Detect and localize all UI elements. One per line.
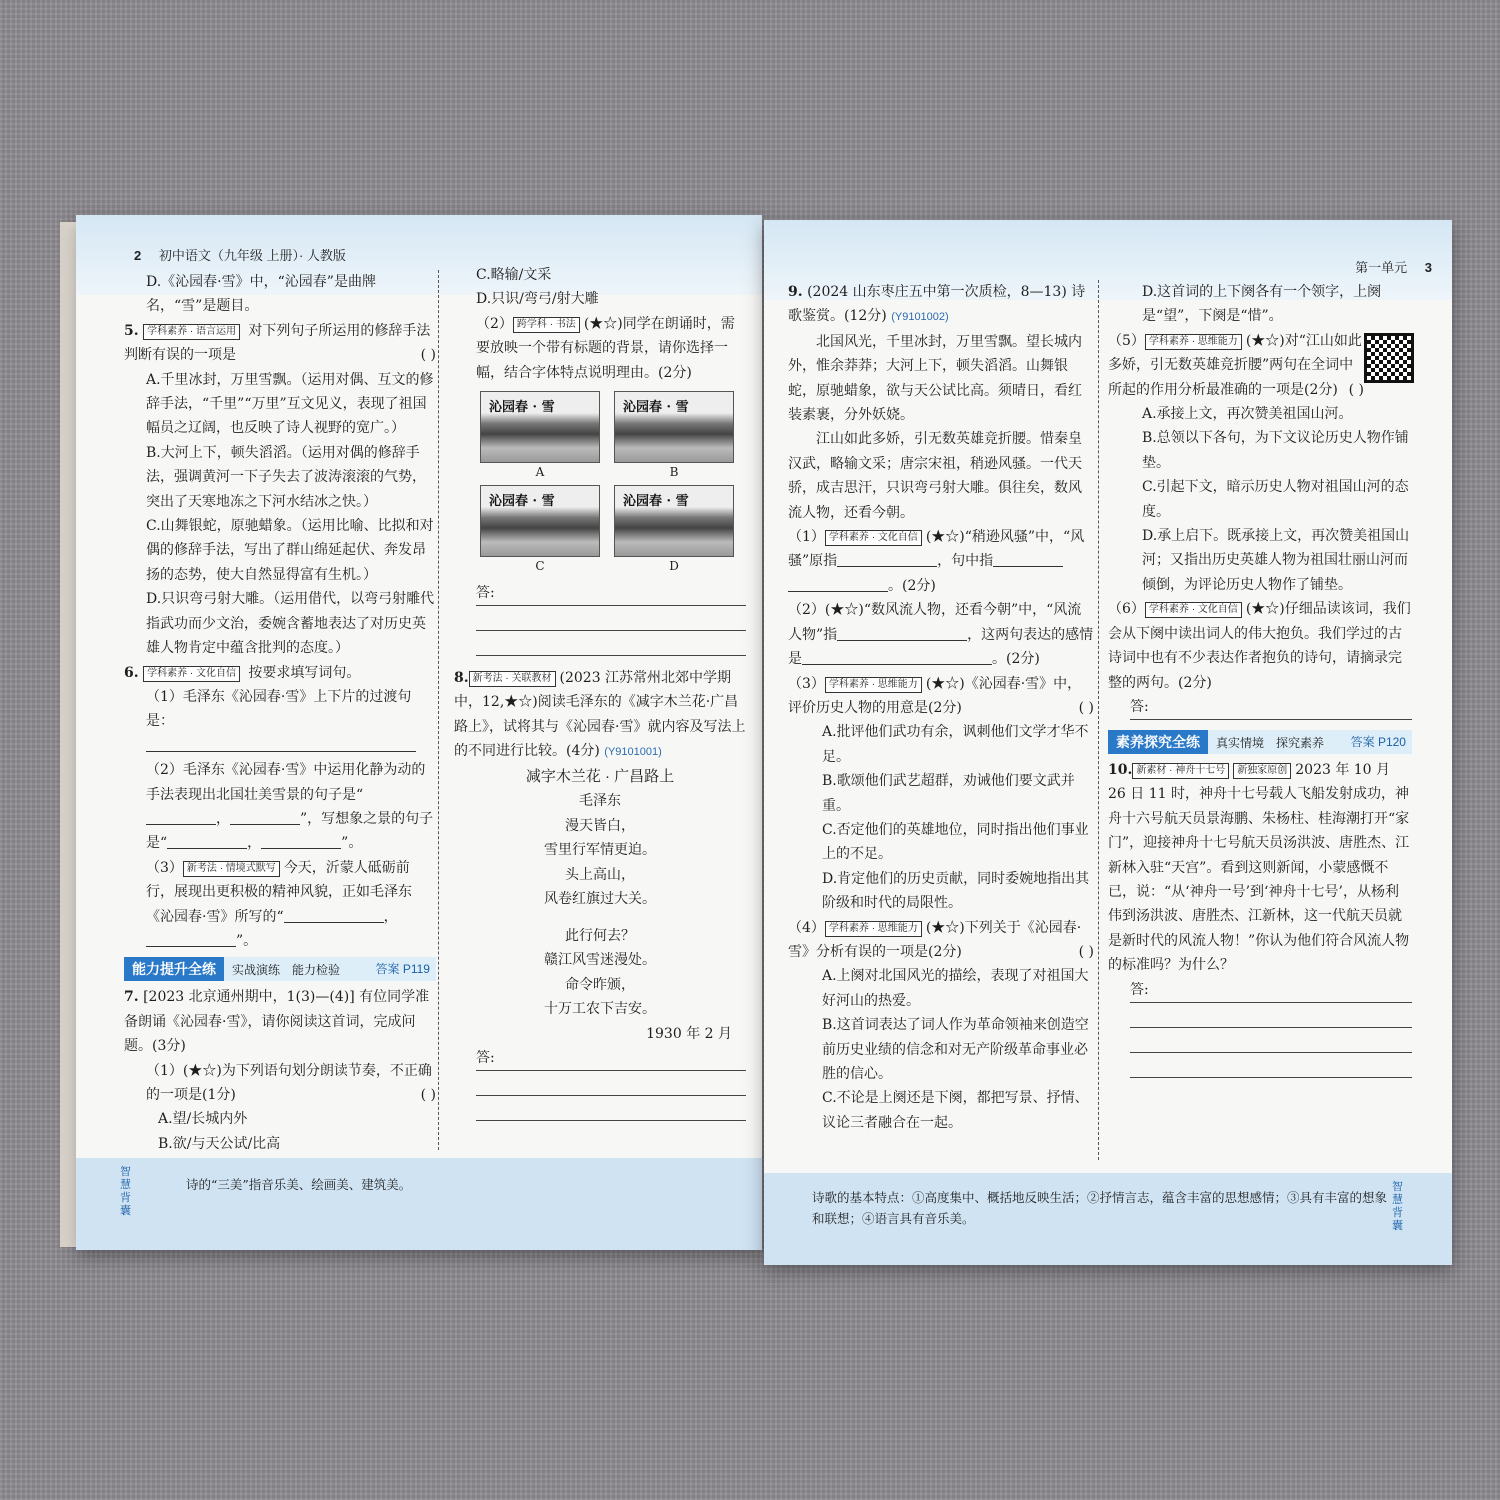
pic-label: C <box>535 559 545 574</box>
poem-line: 头上高山， <box>565 866 635 883</box>
pic-title: 沁园春 · 雪 <box>489 494 555 510</box>
poem-line: 漫天皆白， <box>565 817 635 834</box>
calligraphy-options <box>480 391 746 575</box>
answer-line <box>1130 695 1412 720</box>
page-header <box>1355 257 1432 276</box>
q-tag: 跨学科 · 书法 <box>513 317 580 333</box>
pic-title: 沁园春 · 雪 <box>489 400 555 416</box>
book-title: 初中语文（九年级 上册）· 人教版 <box>158 248 346 263</box>
q-number: 6. <box>124 664 139 681</box>
question-code: (Y9101001) <box>604 746 662 759</box>
poem-line: 赣江风雪迷漫处。 <box>544 952 656 969</box>
q4-option-d: D.《沁园春·雪》中，“沁园春”是曲牌名，“雪”是题目。 <box>146 274 376 315</box>
q-tag: 学科素养 · 文化自信 <box>825 530 922 546</box>
column-divider <box>1098 280 1099 1160</box>
q9-2 <box>788 598 1094 671</box>
footer-band <box>764 1173 1452 1265</box>
question-code: (Y9101002) <box>891 311 949 324</box>
q9-5-option-b: B.总领以下各句，为下文议论历史人物作铺垫。 <box>1142 430 1409 471</box>
answer-label: 答: <box>1130 981 1149 998</box>
q6-2-text: （2）毛泽东《沁园春·雪》中运用化静为动的手法表现出北国壮美雪景的句子是“ <box>146 762 426 803</box>
page-header <box>134 245 346 264</box>
fill-blank[interactable] <box>230 810 300 825</box>
q-tag: 新考法 · 关联教材 <box>469 671 556 687</box>
option-picture[interactable] <box>480 485 600 575</box>
q6-1 <box>124 685 436 758</box>
answer-line <box>476 1046 746 1071</box>
q7-2 <box>454 312 746 385</box>
answer-line <box>1130 1053 1412 1078</box>
q-tag: 学科素养 · 思维能力 <box>825 921 922 937</box>
poem-date: 1930 年 2 月 <box>646 1025 732 1042</box>
poem-line: 命令昨颁， <box>565 976 635 993</box>
q-tag: 学科素养 · 思维能力 <box>825 677 922 693</box>
q9-3-option-a: A.批评他们武功有余，讽刺他们文学才华不足。 <box>822 724 1089 765</box>
answer-paren: ( ) <box>420 347 436 364</box>
q6-2-text2: ”，写想象之景的句子是“ <box>146 810 434 852</box>
answer-paren: ( ) <box>1348 381 1364 398</box>
answer-area[interactable] <box>454 581 746 656</box>
pic-label: D <box>669 559 679 574</box>
q9-1-text: (★☆)“稍逊风骚”中，“风骚”原指 <box>788 529 1085 570</box>
q-stem: 按要求填写词句。 <box>248 664 361 681</box>
q9-5-option-c: C.引起下文，暗示历史人物对祖国山河的态度。 <box>1142 479 1409 520</box>
fill-blank[interactable] <box>146 932 236 947</box>
answer-area[interactable] <box>454 1046 746 1121</box>
left-column-1 <box>124 270 436 1156</box>
fill-blank[interactable] <box>284 908 384 923</box>
q9-3-option-b: B.歌颂他们武艺超群，劝诫他们要文武并重。 <box>822 773 1075 814</box>
q6-3 <box>124 856 436 954</box>
section-header <box>1108 730 1412 754</box>
q9-6 <box>1108 597 1412 695</box>
section-subtitle: 真实情境 探究素养 <box>1216 735 1325 750</box>
fill-blank[interactable] <box>837 552 937 567</box>
q-stem: (2024 山东枣庄五中第一次质检，8—13) 诗歌鉴赏。(12分) <box>788 284 1086 325</box>
answer-line <box>1130 978 1412 1003</box>
q6-3-text: 今天，沂蒙人砥砺前行，展现出更积极的精神风貌，正如毛泽东《沁园春·雪》所写的“ <box>146 859 412 925</box>
q6-2-sep2: ， <box>247 835 262 852</box>
q-number: 8. <box>454 670 469 687</box>
left-page <box>76 215 762 1250</box>
fill-blank[interactable] <box>146 810 216 825</box>
answer-line <box>476 1096 746 1121</box>
q7-1-text: （1）(★☆)为下列语句划分朗读节奏，不正确的一项是(1分) <box>146 1062 432 1103</box>
page-number: 3 <box>1424 260 1432 275</box>
answer-page-ref[interactable]: 答案 P120 <box>1350 734 1406 749</box>
snow-landscape-image <box>480 485 600 557</box>
q7-option-a: A.望/长城内外 <box>158 1111 248 1128</box>
q-number: 9. <box>788 284 803 300</box>
q9-1-num: （1） <box>788 529 825 546</box>
poem-line <box>454 912 746 924</box>
answer-paren: ( ) <box>1078 943 1094 960</box>
q-tag: 新素材 · 神舟十七号 <box>1132 763 1229 779</box>
q9-2-text2: ，这两句表达的感情是 <box>788 626 1094 668</box>
q9-3-num: （3） <box>788 675 825 692</box>
q-number: 7. <box>124 989 139 1006</box>
q9-6-num: （6） <box>1108 601 1145 618</box>
q-tag: 学科素养 · 思维能力 <box>1145 334 1242 350</box>
section-title: 素养探究全练 <box>1108 730 1208 754</box>
q9-1 <box>788 525 1094 598</box>
left-column-2 <box>454 263 746 1121</box>
snow-landscape-image <box>480 391 600 463</box>
q9-4-option-a: A.上阕对北国风光的描绘，表现了对祖国大好河山的热爱。 <box>822 968 1089 1009</box>
q9-4-text: (★☆)下列关于《沁园春·雪》分析有误的一项是(2分) <box>788 919 1082 960</box>
q-tag: 学科素养 · 文化自信 <box>1145 602 1242 618</box>
q-number: 10. <box>1108 761 1133 778</box>
q9-5-num: （5） <box>1108 332 1145 349</box>
qr-code-icon[interactable] <box>1364 333 1414 383</box>
right-column-2 <box>1108 280 1412 1078</box>
q9-2-end: 。(2分) <box>992 651 1040 668</box>
question-10 <box>1108 758 1412 978</box>
poem-title: 减字木兰花 · 广昌路上 <box>525 767 675 785</box>
q-stem: (2023 江苏常州北郊中学期中，12,★☆)阅读毛泽东的《减字木兰花·广昌路上》，试将其与《沁园春·雪》就内容及写法上的不同进行比较。(4分) <box>454 670 746 760</box>
q7-2-text: (★☆)同学在朗诵时，需要放映一个带有标题的背景，请你选择一幅，结合字体特点说明理由。(2分) <box>476 315 735 381</box>
q5-option-a: A.千里冰封，万里雪飘。（运用对偶、互文的修辞手法，“千里”“万里”互文见义，表现了祖国幅员之辽阔，也反映了诗人视野的宽广。） <box>146 371 434 437</box>
answer-line <box>1130 1028 1412 1053</box>
q9-4-num: （4） <box>788 919 825 936</box>
q5-option-c: C.山舞银蛇，原驰蜡象。（运用比喻、比拟和对偶的修辞手法，写出了群山绵延起伏、奔发昂扬的态势，使大自然显得富有生机。） <box>146 518 434 583</box>
section-subtitle: 实战演练 能力检验 <box>232 963 341 978</box>
answer-paren: ( ) <box>1078 699 1094 716</box>
q-stem: [2023 北京通州期中，1(3)—(4)] 有位同学准备朗诵《沁园春·雪》，请你阅读这首词，完成问题。(3分) <box>124 989 430 1055</box>
fill-blank[interactable] <box>146 737 416 752</box>
option-picture[interactable] <box>614 485 734 575</box>
poem-paragraph: 北国风光，千里冰封，万里雪飘。望长城内外，惟余莽莽；大河上下，顿失滔滔。山舞银蛇，原驰蜡象，欲与天公试比高。须晴日，看红装素裹，分外妖娆。 <box>788 333 1082 424</box>
q9-4-option-d: D.这首词的上下阕各有一个领字，上阕是“望”，下阕是“惜”。 <box>1142 284 1382 325</box>
q-stem: 对下列句子所运用的修辞手法判断有误的一项是 <box>124 322 431 364</box>
footer-band <box>76 1158 762 1250</box>
q9-3 <box>788 672 1094 721</box>
q6-2-end: ”。 <box>341 835 363 852</box>
q9-4-option-b: B.这首词表达了词人作为革命领袖来创造空前历史业绩的信念和对无产阶级革命事业必胜的信心。 <box>822 1017 1089 1082</box>
q9-5-option-d: D.承上启下。既承接上文，再次赞美祖国山河；又指出历史英雄人物为祖国壮丽山河而倾倒，为评论历史人物作了铺垫。 <box>1142 528 1410 593</box>
q6-3-sep: ， <box>383 908 398 925</box>
answer-line <box>476 631 746 656</box>
q9-5-option-a: A.承接上文，再次赞美祖国山河。 <box>1142 406 1353 423</box>
answer-area[interactable] <box>1108 978 1412 1078</box>
answer-label: 答: <box>476 1049 495 1066</box>
page-number: 2 <box>134 248 142 263</box>
q-tag: 学科素养 · 语言运用 <box>143 324 240 340</box>
q7-1 <box>124 1059 436 1108</box>
q-number: 5. <box>124 322 139 339</box>
q9-3-option-d: D.肯定他们的历史贡献，同时委婉地指出其阶级和时代的局限性。 <box>822 870 1090 912</box>
fill-blank[interactable] <box>837 626 967 641</box>
answer-paren: ( ) <box>420 1087 436 1103</box>
pic-title: 沁园春 · 雪 <box>623 494 689 510</box>
q-tag: 新独家原创 <box>1233 763 1291 779</box>
answer-label: 答: <box>476 585 495 602</box>
q9-2-text: （2）(★☆)“数风流人物，还看今朝”中，“风流人物”指 <box>788 602 1082 643</box>
section-header <box>124 957 436 981</box>
right-column-1 <box>788 280 1094 1135</box>
fill-blank[interactable] <box>802 650 992 665</box>
q9-6-text: (★☆)仔细品读该词，我们会从下阕中读出词人的伟大抱负。我们学过的古诗词中也有不少表达作者抱负的诗句，请摘录完整的两句。(2分) <box>1108 601 1411 691</box>
q9-1-text2: ，句中指 <box>937 553 994 570</box>
poem-paragraph: 江山如此多娇，引无数英雄竞折腰。惜秦皇汉武，略输文采；唐宗宋祖，稍逊风骚。一代天骄，成吉思汗，只识弯弓射大雕。俱往矣，数风流人物，还看今朝。 <box>788 431 1082 521</box>
poem-body <box>454 814 746 1022</box>
q9-1-end: 。(2分) <box>888 577 936 594</box>
q6-3-end: ”。 <box>236 932 258 949</box>
option-picture[interactable] <box>480 391 600 481</box>
poem-author: 毛泽东 <box>579 793 621 810</box>
answer-line <box>476 1071 746 1096</box>
q5-option-d: D.只识弯弓射大雕。（运用借代，以弯弓射雕代指武功而少文治，委婉含蓄地表达了对历史英雄人物肯定中蕴含批判的态度。） <box>146 591 435 657</box>
q6-3-num: （3） <box>146 859 183 876</box>
snow-landscape-image <box>614 485 734 557</box>
q7-2-num: （2） <box>476 315 513 332</box>
q7-option-d: D.只识/弯弓/射大雕 <box>476 291 599 308</box>
fill-blank[interactable] <box>993 552 1063 567</box>
fill-blank[interactable] <box>261 834 341 849</box>
snow-landscape-image <box>614 391 734 463</box>
q9-5-block <box>1108 329 1412 402</box>
answer-line <box>476 581 746 606</box>
question-9 <box>788 280 1094 330</box>
footer-side-label: 智慧背囊 <box>1392 1181 1403 1232</box>
answer-label: 答: <box>1130 698 1149 715</box>
question-5 <box>124 319 436 368</box>
q-tag: 新考法 · 情境式默写 <box>183 861 280 877</box>
q7-option-b: B.欲/与天公试/比高 <box>158 1135 281 1152</box>
q9-3-option-c: C.否定他们的英雄地位，同时指出他们事业上的不足。 <box>822 821 1089 863</box>
section-title: 能力提升全练 <box>124 957 224 981</box>
fill-blank[interactable] <box>788 577 888 592</box>
fill-blank[interactable] <box>167 834 247 849</box>
column-divider <box>438 270 439 1150</box>
poem-line: 此行何去？ <box>565 927 635 944</box>
question-7 <box>124 985 436 1058</box>
q6-1-text: （1）毛泽东《沁园春·雪》上下片的过渡句是： <box>146 688 412 730</box>
q9-3-text: (★☆)《沁园春·雪》中，评价历史人物的用意是(2分) <box>788 675 1082 716</box>
q-tag: 学科素养 · 文化自信 <box>143 666 240 682</box>
answer-line <box>476 606 746 631</box>
q5-option-b: B.大河上下，顿失滔滔。（运用对偶的修辞手法，强调黄河一下子失去了波涛滚滚的气势，突出了天寒地冻之下河水结冰之快。） <box>146 444 426 510</box>
answer-line <box>1130 1003 1412 1028</box>
answer-area[interactable] <box>1108 695 1412 720</box>
q7-option-c: C.略输/文采 <box>476 267 552 283</box>
answer-page-ref[interactable]: 答案 P119 <box>375 962 430 977</box>
q9-5-text: (★☆)对“江山如此多娇，引无数英雄竞折腰”两句在全词中所起的作用分析最准确的一项是(2分) <box>1108 332 1362 398</box>
footer-tip: 诗的“三美”指音乐美、绘画美、建筑美。 <box>186 1177 412 1192</box>
poem-line: 雪里行军情更迫。 <box>544 842 656 859</box>
pic-label: A <box>535 465 545 480</box>
unit-title: 第一单元 <box>1355 260 1408 275</box>
q9-4-option-c: C.不论是上阕还是下阕，都把写景、抒情、议论三者融合在一起。 <box>822 1090 1089 1131</box>
q6-2-sep: ， <box>216 810 230 827</box>
question-8 <box>454 666 746 765</box>
q-stem: 2023 年 10 月 26 日 11 时，神舟十七号载人飞船发射成功，神舟十六号航天员景海鹏、朱杨柱、桂海潮打开“家门”，迎接神舟十七号航天员汤洪波、唐胜杰、江新林入驻“天宫”。看到这则新闻，小蒙感慨不已，说：“从‘神舟一号’到‘神舟十七号’，从杨利伟到汤洪波、唐胜杰、江新林，这一代航天员就是新时代的风流人物！”你认为他们符合风流人物的标准吗？为什么？ <box>1108 761 1410 974</box>
q9-4 <box>788 916 1094 965</box>
footer-side-label: 智慧背囊 <box>120 1166 131 1217</box>
question-6 <box>124 661 436 685</box>
option-picture[interactable] <box>614 391 734 481</box>
pic-title: 沁园春 · 雪 <box>623 400 689 416</box>
right-page <box>764 220 1452 1265</box>
q6-2 <box>124 758 436 856</box>
pic-label: B <box>669 465 679 480</box>
poem-line: 十万工农下吉安。 <box>544 1001 656 1018</box>
poem-line: 风卷红旗过大关。 <box>544 891 656 908</box>
footer-tip: 诗歌的基本特点：①高度集中、概括地反映生活；②抒情言志，蕴含丰富的思想感情；③具有丰富的想象和联想；④语言具有音乐美。 <box>812 1190 1388 1226</box>
